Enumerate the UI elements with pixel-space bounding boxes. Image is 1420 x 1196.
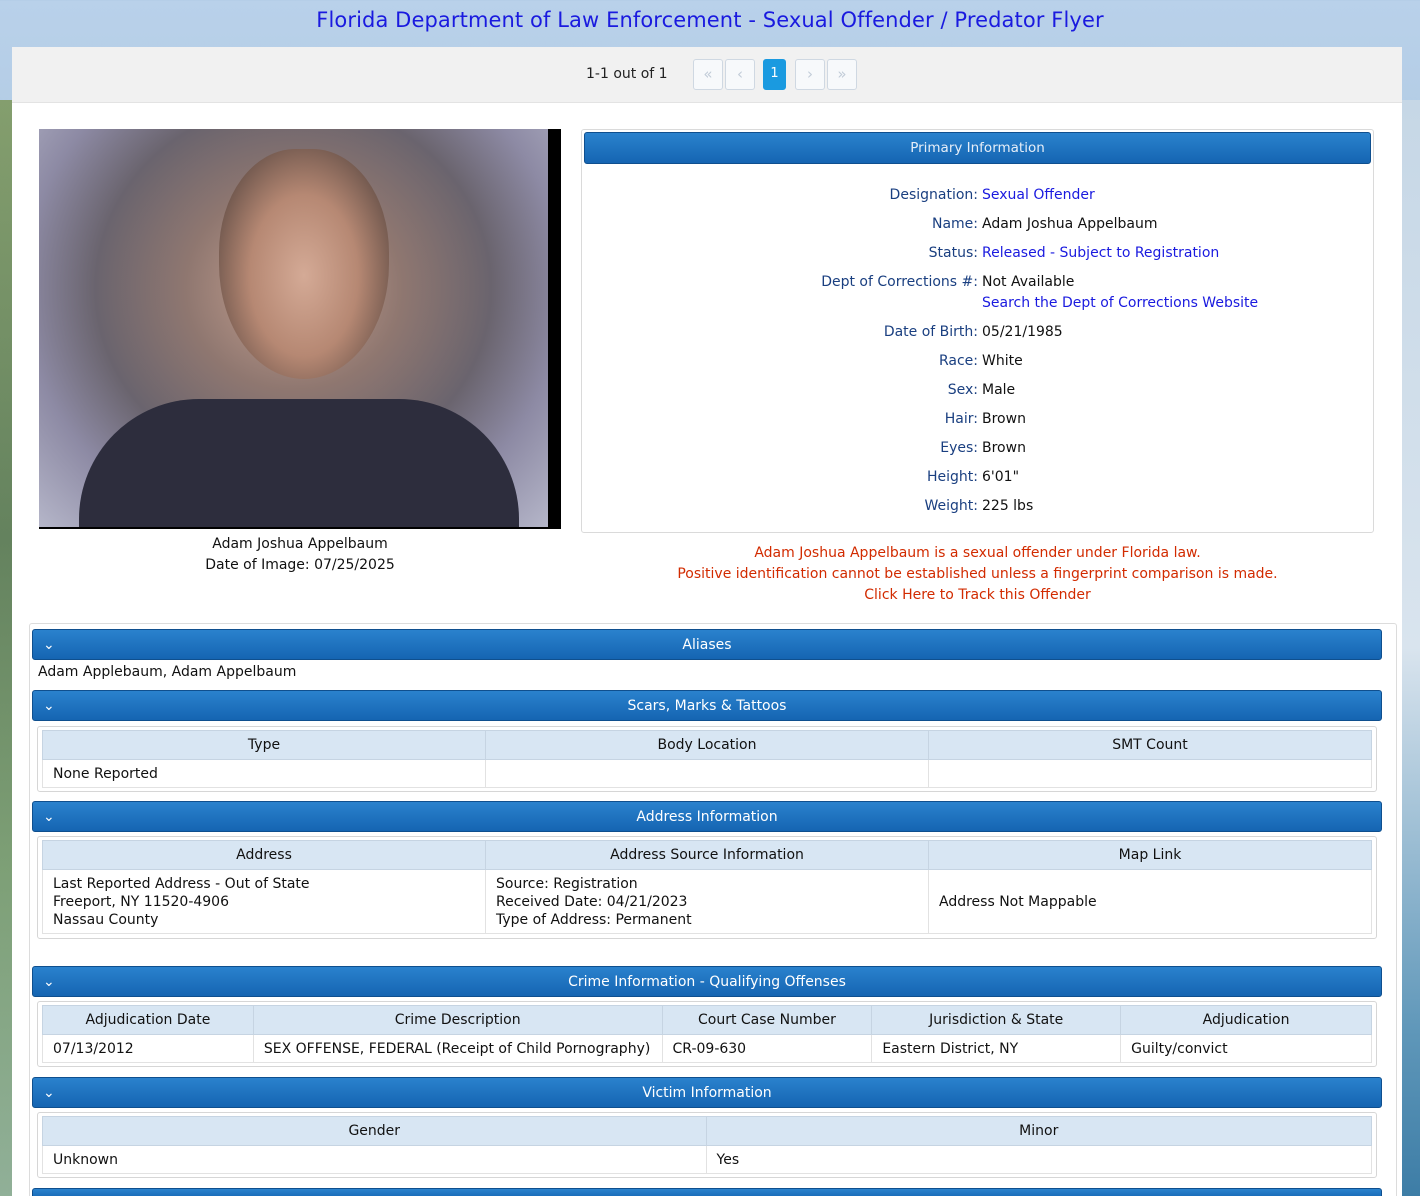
- info-label: Status:: [928, 245, 978, 261]
- info-value: 05/21/1985: [982, 324, 1063, 340]
- column-header: Map Link: [929, 841, 1372, 870]
- chevron-down-icon: ⌄: [43, 809, 55, 825]
- chevron-down-icon: ⌄: [43, 974, 55, 990]
- column-header: Adjudication Date: [43, 1006, 254, 1035]
- photo-date: Date of Image: 07/25/2025: [205, 557, 395, 573]
- track-offender-link[interactable]: Click Here to Track this Offender: [864, 587, 1091, 603]
- table-row: [43, 1146, 1372, 1174]
- column-header: Address Source Information: [486, 841, 929, 870]
- table-cell: Eastern District, NY: [872, 1035, 1121, 1063]
- doc-website-link[interactable]: Search the Dept of Corrections Website: [982, 295, 1259, 311]
- column-header: Body Location: [486, 731, 929, 760]
- aliases-text: Adam Applebaum, Adam Appelbaum: [38, 664, 297, 680]
- chevron-down-icon: ⌄: [43, 637, 55, 653]
- table-cell: 07/13/2012: [43, 1035, 254, 1063]
- info-value: Brown: [982, 411, 1026, 427]
- next-section-header[interactable]: [32, 1188, 1382, 1196]
- column-header: Adjudication: [1121, 1006, 1372, 1035]
- info-label: Name:: [931, 216, 978, 232]
- table-cell: None Reported: [43, 760, 486, 788]
- double-chevron-right-icon: »: [837, 65, 847, 83]
- table-row: [43, 760, 1372, 788]
- info-label: Designation:: [889, 187, 978, 203]
- info-label: Eyes:: [940, 440, 978, 456]
- info-value[interactable]: Released - Subject to Registration: [982, 245, 1220, 261]
- first-page-button[interactable]: [693, 59, 723, 90]
- pager-bar: [12, 47, 1402, 103]
- address-cell: Last Reported Address - Out of State Freeport, NY 11520-4906 Nassau County: [43, 870, 486, 934]
- chevron-right-icon: ›: [807, 65, 813, 83]
- main-panel: [12, 47, 1402, 1196]
- column-header: Crime Description: [253, 1006, 662, 1035]
- smt-header[interactable]: ⌄ Scars, Marks & Tattoos: [32, 690, 1382, 721]
- column-header: Type: [43, 731, 486, 760]
- table-row: [43, 870, 1372, 934]
- victim-table: [42, 1116, 1372, 1174]
- victim-header[interactable]: ⌄ Victim Information: [32, 1077, 1382, 1108]
- chevron-down-icon: ⌄: [43, 698, 55, 714]
- address-table: [42, 840, 1372, 934]
- offender-photo: [39, 129, 561, 529]
- background-ocean: [1400, 100, 1420, 1196]
- source-cell: Source: Registration Received Date: 04/21/2023 Type of Address: Permanent: [486, 870, 929, 934]
- notice-line-2: Positive identification cannot be established unless a fingerprint comparison is made.: [677, 566, 1278, 582]
- aliases-header[interactable]: ⌄ Aliases: [32, 629, 1382, 660]
- column-header: Gender: [43, 1117, 707, 1146]
- map-cell: Address Not Mappable: [929, 870, 1372, 934]
- smt-table: [42, 730, 1372, 788]
- table-cell: Unknown: [43, 1146, 707, 1174]
- address-header[interactable]: ⌄ Address Information: [32, 801, 1382, 832]
- info-value: 225 lbs: [982, 498, 1034, 514]
- notice-line-1: Adam Joshua Appelbaum is a sexual offender under Florida law.: [754, 545, 1201, 561]
- next-page-button[interactable]: [795, 59, 825, 90]
- table-cell: [486, 760, 929, 788]
- last-page-button[interactable]: [827, 59, 857, 90]
- info-value: 6'01": [982, 469, 1020, 485]
- chevron-down-icon: ⌄: [43, 1085, 55, 1101]
- info-label: Height:: [927, 469, 978, 485]
- column-header: Minor: [706, 1117, 1371, 1146]
- info-label: Race:: [938, 353, 978, 369]
- table-row: [43, 1035, 1372, 1063]
- column-header: Jurisdiction & State: [872, 1006, 1121, 1035]
- primary-info-header: Primary Information: [584, 132, 1371, 164]
- photo-name: Adam Joshua Appelbaum: [212, 536, 388, 552]
- prev-page-button[interactable]: [725, 59, 755, 90]
- column-header: SMT Count: [929, 731, 1372, 760]
- info-value: Adam Joshua Appelbaum: [982, 216, 1158, 232]
- page-1-button[interactable]: 1: [763, 59, 786, 90]
- table-cell: SEX OFFENSE, FEDERAL (Receipt of Child Pornography): [253, 1035, 662, 1063]
- info-label: Date of Birth:: [883, 324, 978, 340]
- info-value: Not Available: [982, 274, 1075, 290]
- info-label: Sex:: [947, 382, 978, 398]
- info-value: Male: [982, 382, 1016, 398]
- info-label: Hair:: [944, 411, 978, 427]
- info-value: White: [982, 353, 1023, 369]
- info-label: Dept of Corrections #:: [821, 274, 978, 290]
- crime-header[interactable]: ⌄ Crime Information - Qualifying Offenses: [32, 966, 1382, 997]
- info-value[interactable]: Sexual Offender: [982, 187, 1095, 203]
- page-title: Florida Department of Law Enforcement - Sexual Offender / Predator Flyer: [316, 8, 1104, 32]
- table-cell: Yes: [706, 1146, 1371, 1174]
- double-chevron-left-icon: «: [703, 65, 713, 83]
- table-cell: [929, 760, 1372, 788]
- table-cell: Guilty/convict: [1121, 1035, 1372, 1063]
- column-header: Address: [43, 841, 486, 870]
- info-label: Weight:: [924, 498, 978, 514]
- chevron-left-icon: ‹: [737, 65, 743, 83]
- crime-table: [42, 1005, 1372, 1063]
- info-value: Brown: [982, 440, 1026, 456]
- pager-count: 1-1 out of 1: [586, 66, 668, 82]
- column-header: Court Case Number: [662, 1006, 872, 1035]
- table-cell: CR-09-630: [662, 1035, 872, 1063]
